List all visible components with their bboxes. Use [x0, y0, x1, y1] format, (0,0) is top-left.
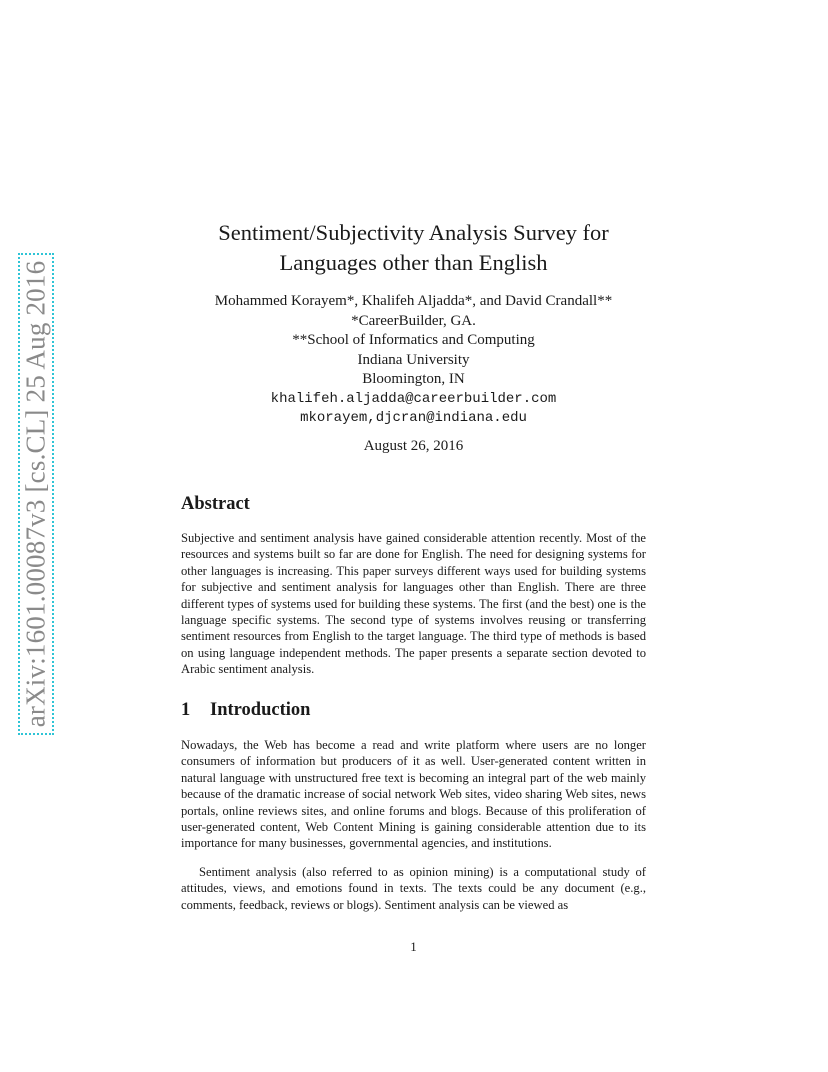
title-block [181, 218, 646, 278]
publication-date: August 26, 2016 [363, 438, 464, 454]
arxiv-stamp [18, 253, 54, 735]
author-email-2: mkorayem,djcran@indiana.edu [300, 410, 527, 426]
affiliation-location: Bloomington, IN [362, 371, 465, 387]
arxiv-identifier: arXiv:1601.00087v3 [cs.CL] 25 Aug 2016 [20, 260, 51, 728]
page-number: 1 [410, 939, 417, 954]
affiliation-university: Indiana University [357, 351, 470, 368]
section-title: Introduction [210, 700, 311, 720]
paper-title [181, 218, 646, 278]
title-line-1: Sentiment/Subjectivity Analysis Survey for [218, 220, 609, 245]
abstract-heading: Abstract [181, 494, 250, 514]
author-email-1: khalifeh.aljadda@careerbuilder.com [270, 390, 557, 407]
section-number: 1 [181, 700, 191, 720]
affiliation-school: **School of Informatics and Computing [292, 332, 535, 348]
title-line-2: Languages other than English [279, 250, 548, 275]
abstract-text: Subjective and sentiment analysis have gained considerable attention recently. Most of the resources and systems built so far are done for English. The need for designing systems for other languages is increasing. This paper surveys different ways used for building systems for subjective and sentiment analysis for languages other than English. There are three different types of systems used for building these systems. The first (and the best) one is the language specific systems. The second type of systems involves reusing or transferring sentiment resources from English to the target language. The third type of methods is based on using language independent methods. The paper presents a separate section devoted to Arabic sentiment analysis. [181, 531, 646, 677]
affiliation-careerbuilder: *CareerBuilder, GA. [351, 312, 476, 329]
introduction-paragraph-2: Sentiment analysis (also referred to as opinion mining) is a computational study of attitudes, views, and emotions found in texts. The texts could be any document (e.g., comments, feedback, reviews or blogs). Sentiment analysis can be viewed as [181, 865, 646, 912]
author-block [181, 292, 646, 429]
introduction-paragraph-1: Nowadays, the Web has become a read and write platform where users are no longer consumers of information but producers of it as well. User-generated content written in natural language with unstructured free text is becoming an integral part of the web mainly because of the dramatic increase of social network Web sites, video sharing Web sites, news portals, online reviews sites, and online forums and blogs. Because of this proliferation of user-generated content, Web Content Mining is gaining considerable attention due to its importance for many businesses, governmental agencies, and institutions. [181, 738, 646, 851]
author-names: Mohammed Korayem*, Khalifeh Aljadda*, and David Crandall** [214, 293, 613, 309]
introduction-heading [181, 700, 310, 721]
